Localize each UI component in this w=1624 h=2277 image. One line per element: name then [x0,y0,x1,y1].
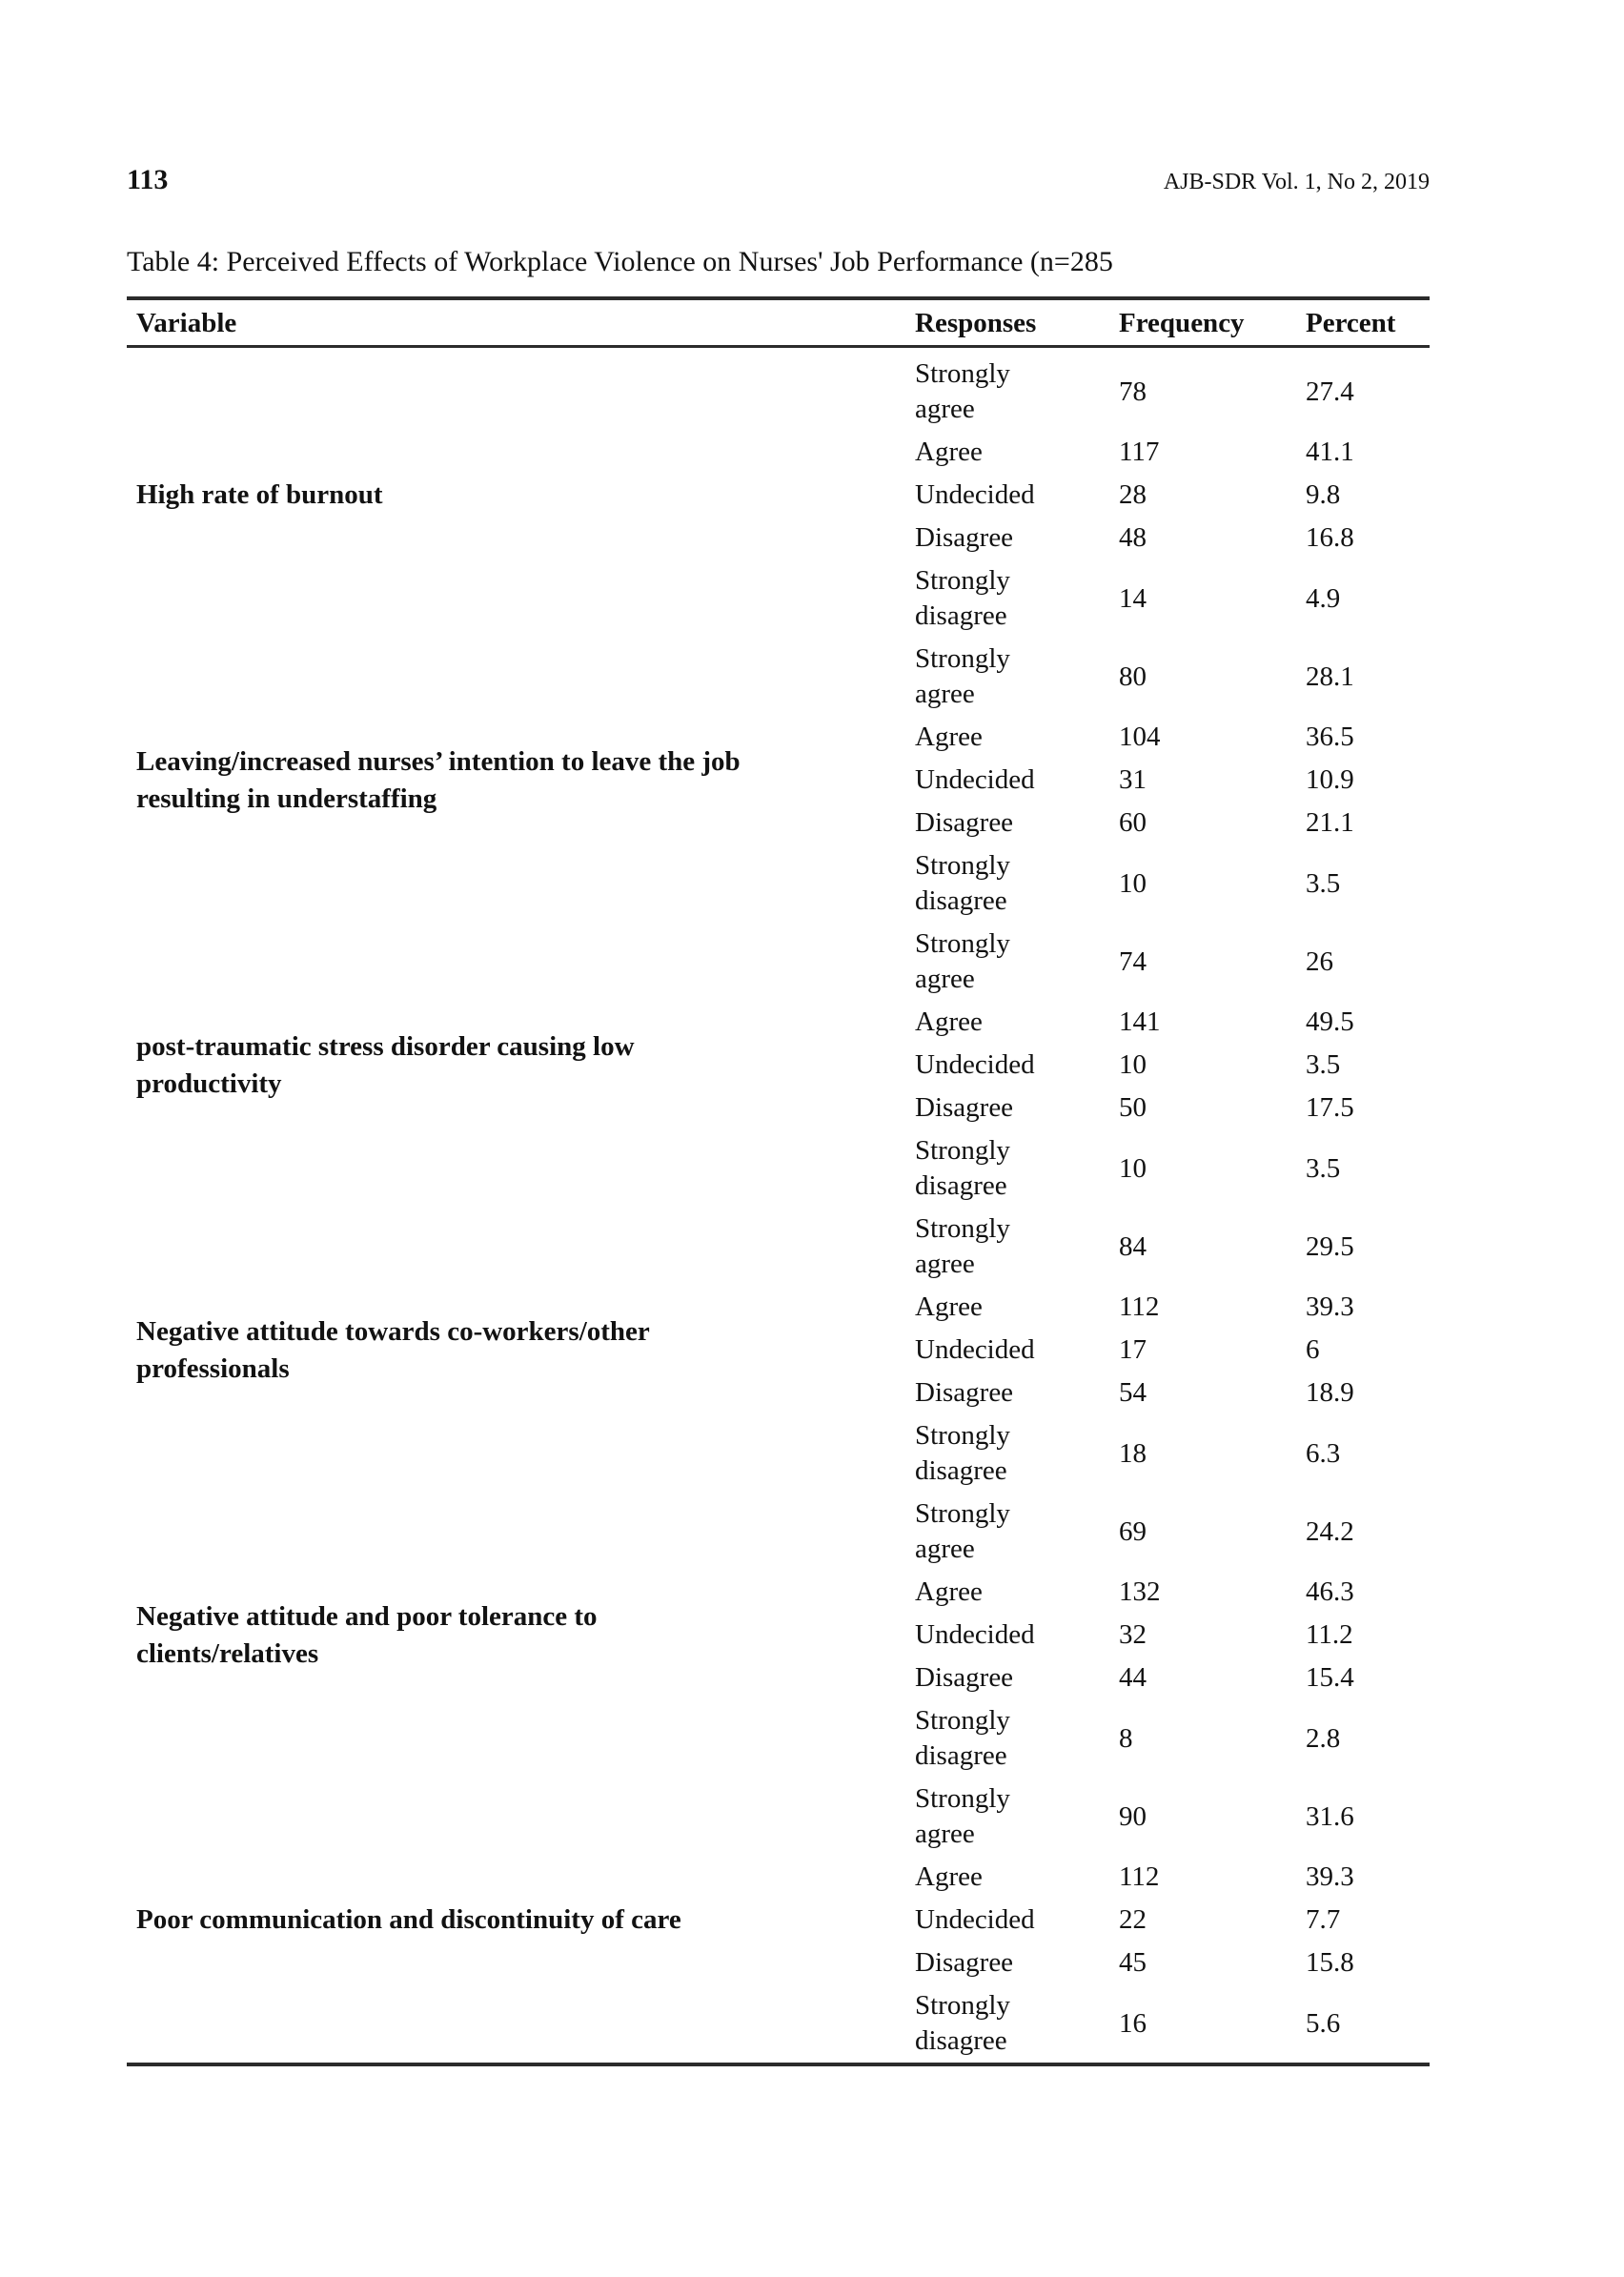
response-cell: Strongly disagree [915,1420,1010,1486]
table-row [915,1942,1430,1984]
variable-label: Negative attitude and poor tolerance to clients/relatives [136,1600,598,1669]
frequency-cell: 80 [1119,661,1147,692]
response-cell: Strongly disagree [915,1705,1010,1771]
response-cell: Undecided [915,1904,1035,1935]
response-cell: Strongly agree [915,928,1010,994]
frequency-cell: 48 [1119,522,1147,553]
frequency-cell: 117 [1119,437,1160,467]
column-header-responses: Responses [915,308,1037,338]
percent-cell: 39.3 [1306,1291,1354,1322]
response-cell: Undecided [915,764,1035,795]
table-row [915,802,1430,844]
response-cell: Strongly disagree [915,565,1010,631]
frequency-cell: 50 [1119,1092,1147,1123]
percent-cell: 24.2 [1306,1515,1354,1547]
table-row [915,353,1430,431]
table-row [915,1571,1430,1614]
variable-label: High rate of burnout [136,479,383,510]
table-title: Table 4: Perceived Effects of Workplace Violence on Nurses' Job Performance (n=285 [127,246,1113,277]
frequency-cell: 78 [1119,376,1147,407]
frequency-cell: 31 [1119,764,1147,795]
percent-cell: 39.3 [1306,1861,1354,1892]
table-row [915,1984,1430,2063]
percent-cell: 3.5 [1306,867,1341,899]
table-row [915,638,1430,716]
table-row [915,923,1430,1001]
table-body [127,348,1430,2066]
percent-cell: 5.6 [1306,2007,1341,2039]
response-cell: Undecided [915,1049,1035,1080]
frequency-cell: 10 [1119,1152,1147,1184]
response-cell: Agree [915,1006,983,1037]
column-header-variable: Variable [136,308,237,338]
frequency-cell: 44 [1119,1662,1147,1693]
response-cell: Agree [915,1291,983,1322]
variable-label: Poor communication and discontinuity of care [136,1904,681,1935]
response-cell: Strongly agree [915,1783,1010,1849]
percent-cell: 17.5 [1306,1092,1354,1123]
percent-cell: 46.3 [1306,1576,1354,1607]
table-row [915,1899,1430,1942]
response-cell: Agree [915,437,983,467]
table-row [915,431,1430,474]
column-header-frequency: Frequency [1119,308,1245,338]
table-row [915,1614,1430,1657]
frequency-cell: 112 [1119,1861,1160,1892]
percent-cell: 15.4 [1306,1662,1354,1693]
table-row [915,1208,1430,1286]
response-cell: Agree [915,1576,983,1607]
table-row [915,1778,1430,1856]
percent-cell: 36.5 [1306,722,1354,752]
table-row [915,474,1430,517]
response-cell: Undecided [915,1619,1035,1650]
table-row [915,1856,1430,1899]
response-cell: Agree [915,1861,983,1892]
table-row [915,559,1430,638]
frequency-cell: 90 [1119,1800,1147,1832]
response-cell: Disagree [915,1092,1014,1123]
frequency-cell: 17 [1119,1334,1147,1365]
table-group-coworkers [127,1208,1430,1493]
response-cell: Agree [915,722,983,752]
table-group-communication [127,1778,1430,2063]
response-cell: Disagree [915,1947,1014,1978]
percent-cell: 41.1 [1306,437,1354,467]
response-cell: Disagree [915,807,1014,838]
table-group-leaving [127,638,1430,923]
table-row [915,759,1430,802]
frequency-cell: 112 [1119,1291,1160,1322]
table-row [915,1001,1430,1044]
percent-cell: 16.8 [1306,522,1354,553]
percent-cell: 11.2 [1306,1619,1353,1650]
data-table [127,296,1430,2066]
frequency-cell: 8 [1119,1722,1133,1754]
table-group-ptsd [127,923,1430,1208]
frequency-cell: 18 [1119,1437,1147,1469]
frequency-cell: 14 [1119,582,1147,614]
percent-cell: 18.9 [1306,1377,1354,1408]
percent-cell: 21.1 [1306,807,1354,838]
frequency-cell: 45 [1119,1947,1147,1978]
frequency-cell: 22 [1119,1904,1147,1935]
percent-cell: 3.5 [1306,1049,1341,1080]
percent-cell: 27.4 [1306,376,1354,407]
percent-cell: 7.7 [1306,1904,1341,1935]
table-group-burnout [127,353,1430,638]
frequency-cell: 69 [1119,1515,1147,1547]
table-row [915,517,1430,559]
percent-cell: 29.5 [1306,1230,1354,1262]
percent-cell: 6.3 [1306,1437,1341,1469]
frequency-cell: 16 [1119,2007,1147,2039]
percent-cell: 49.5 [1306,1006,1354,1037]
response-cell: Disagree [915,522,1014,553]
table-row [915,1699,1430,1778]
table-row [915,1286,1430,1329]
response-cell: Strongly agree [915,358,1010,424]
frequency-cell: 32 [1119,1619,1147,1650]
percent-cell: 28.1 [1306,661,1354,692]
response-cell: Undecided [915,479,1035,510]
column-header-percent: Percent [1306,308,1396,338]
frequency-cell: 60 [1119,807,1147,838]
response-cell: Strongly agree [915,643,1010,709]
frequency-cell: 74 [1119,945,1147,977]
frequency-cell: 10 [1119,867,1147,899]
response-cell: Strongly agree [915,1213,1010,1279]
frequency-cell: 84 [1119,1230,1147,1262]
response-cell: Undecided [915,1334,1035,1365]
variable-label: Leaving/increased nurses’ intention to leave the job resulting in understaffing [136,745,741,814]
frequency-cell: 10 [1119,1049,1147,1080]
frequency-cell: 141 [1119,1006,1161,1037]
frequency-cell: 104 [1119,722,1161,752]
journal-header: AJB-SDR Vol. 1, No 2, 2019 [1163,170,1430,194]
table-row [915,716,1430,759]
percent-cell: 6 [1306,1334,1320,1365]
variable-label: Negative attitude towards co-workers/other professionals [136,1315,650,1384]
frequency-cell: 132 [1119,1576,1161,1607]
response-cell: Strongly disagree [915,1135,1010,1201]
percent-cell: 3.5 [1306,1152,1341,1184]
response-cell: Disagree [915,1377,1014,1408]
table-row [915,1129,1430,1208]
table-row [915,1372,1430,1414]
response-cell: Strongly disagree [915,1990,1010,2056]
table-row [915,1329,1430,1372]
table-group-clients [127,1493,1430,1778]
table-row [915,1044,1430,1087]
percent-cell: 15.8 [1306,1947,1354,1978]
percent-cell: 2.8 [1306,1722,1341,1754]
table-row [915,1414,1430,1493]
table-row [915,1657,1430,1699]
table-row [915,1493,1430,1571]
percent-cell: 9.8 [1306,479,1341,510]
response-cell: Disagree [915,1662,1014,1693]
percent-cell: 31.6 [1306,1800,1354,1832]
response-cell: Strongly agree [915,1498,1010,1564]
page-number: 113 [127,164,169,195]
variable-label: post-traumatic stress disorder causing low productivity [136,1030,635,1099]
table-header-row [127,296,1430,348]
table-row [915,1087,1430,1129]
frequency-cell: 28 [1119,479,1147,510]
table-row [915,844,1430,923]
percent-cell: 4.9 [1306,582,1341,614]
response-cell: Strongly disagree [915,850,1010,916]
percent-cell: 10.9 [1306,764,1354,795]
page-header [127,164,1430,196]
percent-cell: 26 [1306,945,1333,977]
frequency-cell: 54 [1119,1377,1147,1408]
